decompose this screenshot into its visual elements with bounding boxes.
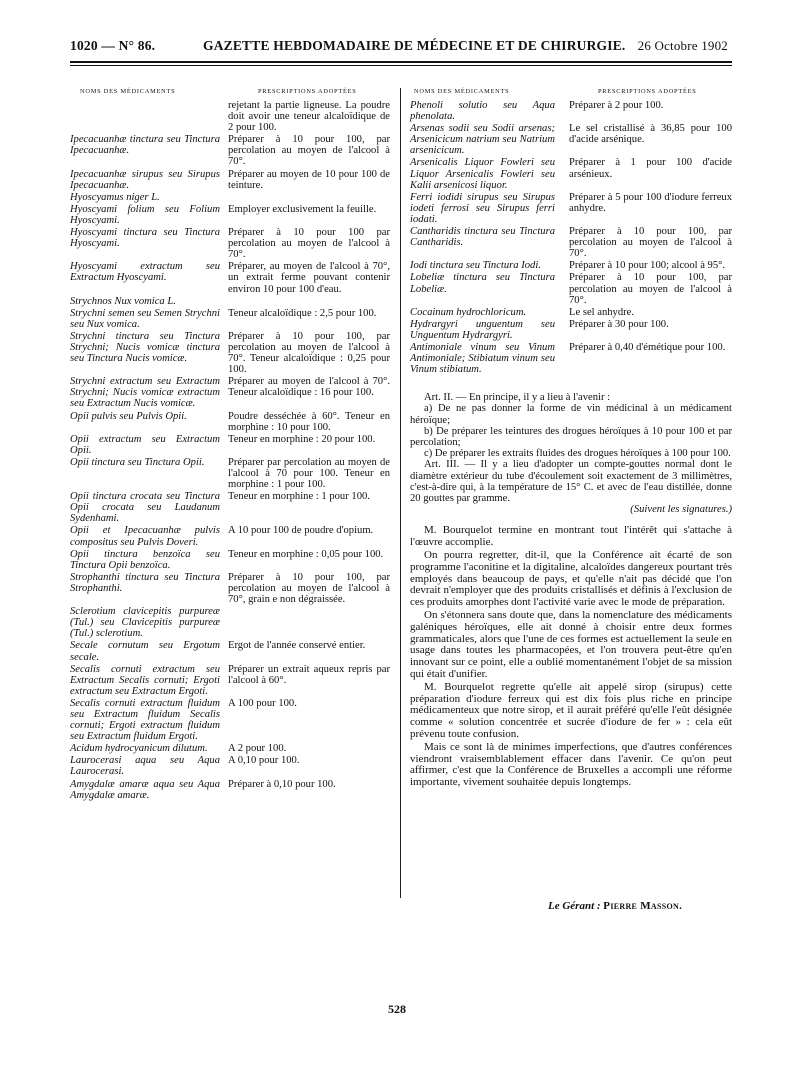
gerant-label: Le Gérant : [548,900,601,912]
prescription: Préparer à 10 pour 100, par percolation au moyen de l'alcool à 70°, grain e non dégraissée. [228,571,390,606]
prescription: Préparer par percolation au moyen de l'alcool à 70 pour 100. Teneur en morphine : 1 pour 100. [228,456,390,491]
prescription [228,606,390,639]
table-row [70,192,390,203]
prescription: rejetant la partie ligneuse. La poudre doit avoir une teneur alcaloïdique de 2 pour 100. [228,100,390,134]
prescription: Préparer à 30 pour 100. [569,318,669,330]
prescription: Teneur en morphine : 0,05 pour 100. [228,548,384,560]
table-row [70,261,390,294]
prescription: Teneur en morphine : 1 pour 100. [228,491,370,503]
prescription: Préparer à 0,40 d'émétique pour 100. [569,341,726,353]
prescription: Employer exclusivement la feuille. [228,203,377,215]
prescription: Préparer à 2 pour 100. [569,100,664,111]
medicament-name: Hydrargyri unguentum seu Unguentum Hydrargyri. [410,318,555,341]
medicament-name: Secalis cornuti extractum seu Extractum Secalis cornuti; Ergoti extractum seu Extractum Ergoti. [70,663,220,697]
table-row [410,307,732,318]
prescription [228,296,390,307]
left-column [70,86,390,802]
table-row [70,755,390,777]
prescription: Préparer à 10 pour 100; alcool à 95°. [569,260,726,272]
medicament-name: Opii pulvis seu Pulvis Opii. [70,410,187,422]
medicament-name: Strophanthi tinctura seu Tinctura Strophanthi. [70,571,220,594]
prescription: Teneur en morphine : 20 pour 100. [228,433,376,445]
prescription: Le sel cristallisé à 36,85 pour 100 d'acide arsénique. [569,123,732,146]
col-header-prescriptions: PRESCRIPTIONS ADOPTÉES [258,88,357,95]
table-row [70,457,390,490]
table-row [410,192,732,225]
medicament-name: Arsenicalis Liquor Fowleri seu Liquor Arsenicalis Fowleri seu Kalii arsenicosi liquor. [410,157,555,191]
medicament-name: Opii tinctura seu Tinctura Opii. [70,456,205,468]
prescription: Préparer à 5 pour 100 d'iodure ferreux anhydre. [569,191,732,214]
medicament-name: Antimoniale vinum seu Vinum Antimoniale; Stibiatum vinum seu Vinum stibiatum. [410,341,555,376]
prescription: A 2 pour 100. [228,743,287,755]
medicament-name: Sclerotium clavicepitis purpureæ (Tul.) seu Clavicepitis purpureæ (Tul.) sclerotium. [70,606,220,640]
medicament-name: Arsenas sodii seu Sodii arsenas; Arsenicicum natrium seu Natrium arsenicicum. [410,123,555,157]
table-row [410,123,732,156]
paragraph: On pourra regretter, dit-il, que la Conférence ait écarté de son programme l'aconitine et la digitaline, alcaloïdes dangereux pourtant très employés dans beaucoup de pays, et qu'elle n'ait pas décidé que l'on devrait n'employer que des produits cristallisés et définis à l'exclusion de ces produits amorphes dont l'activité varie avec le mode de préparation. [410,549,732,609]
prescription: Ergot de l'année conservé entier. [228,640,366,652]
prescription: Préparer à 10 pour 100, par percolation au moyen de l'alcool à 70°. [569,226,732,260]
medicament-name: Cocainum hydrochloricum. [410,306,527,318]
table-row [410,272,732,305]
prescription: Préparer à 0,10 pour 100. [228,778,336,790]
header-rule-thin [70,65,732,66]
medicament-name: Ferri iodidi sirupus seu Sirupus iodeti ferrosi seu Sirupus ferri iodati. [410,191,555,225]
table-row [70,779,390,801]
table-row [70,434,390,456]
table-row [70,169,390,191]
medicament-name: Strychni tinctura seu Tinctura Strychni; Nucis vomicæ tinctura seu Tinctura Nucis vomicæ. [70,330,220,365]
medicament-name: Ipecacuanhæ sirupus seu Sirupus Ipecacuanhæ. [70,168,220,191]
table-row [70,134,390,167]
medicament-name: Hyoscyamus niger L. [70,191,160,203]
medicament-name: Lobeliæ tinctura seu Tinctura Lobeliæ. [410,272,555,295]
medicament-name: Opii extractum seu Extractum Opii. [70,433,220,456]
medicament-name: Secale cornutum seu Ergotum secale. [70,640,220,663]
medicament-name: Opii tinctura crocata seu Tinctura Opii crocata seu Laudanum Sydenhami. [70,491,220,525]
medicament-name: Iodi tinctura seu Tinctura Iodi. [410,260,541,272]
prescription [228,192,390,203]
medicament-name [70,100,220,133]
prescription: Préparer à 1 pour 100 d'acide arsénieux. [569,157,732,180]
right-table-rows [410,100,732,375]
table-row [70,227,390,260]
gerant-name: Pierre Masson. [603,900,683,912]
paragraph: M. Bourquelot regrette qu'elle ait appelé sirop (sirupus) cette préparation d'iodure ferreux qui est dix fois plus riche en principe médicamenteux que notre sirop, et il aurait préféré qu'elle l'eût désignée comme « solution concentrée et sucrée d'iodure de fer » : cela eût prévenu toute confusion. [410,680,732,741]
article-2-b: b) De préparer les teintures des drogues héroïques à 10 pour 100 et par percolation; [410,425,732,449]
page-header [70,38,730,58]
table-row [70,549,390,571]
medicament-name: Cantharidis tinctura seu Tinctura Cantharidis. [410,226,555,249]
table-row [70,664,390,697]
table-row [70,698,390,742]
column-divider [400,88,401,898]
table-row [70,331,390,375]
articles [410,392,732,515]
prescription: A 0,10 pour 100. [228,755,300,767]
table-row [410,157,732,190]
article-2-c: c) De préparer les extraits fluides des drogues héroïques à 100 pour 100. [424,448,731,460]
table-row [70,308,390,330]
table-row [70,491,390,524]
prescription: Préparer, au moyen de l'alcool à 70°, un extrait ferme pouvant contenir environ 10 pour 100 d'eau. [228,261,390,295]
table-row [70,606,390,639]
prescription: Préparer à 10 pour 100, par percolation au moyen de l'alcool à 70°. Teneur alcaloïdique : 0,25 pour 100. [228,330,390,376]
paragraph: On s'étonnera sans doute que, dans la nomenclature des médicaments galéniques héroïques, elle ait donné à choisir entre deux formes grammaticales, alors que l'une de ces formes est actuellement la seule en usage dans toutes les pharmacopées, et l'on trouvera peut-être qu'en innovant sur ce point, elle a oublié momentanément l'objet de sa mission qui était d'unifier. [410,609,732,681]
article-3: Art. III. — Il y a lieu d'adopter un compte-gouttes normal dont le diamètre extérieur du tube d'écoulement soit exactement de 3 millimètres, c'est-à-dire qui, à la température de 15° C. et avec de l'eau distillée, donne 20 gouttes par gramme. [410,459,732,505]
signatures-note: (Suivent les signatures.) [630,504,732,516]
table-row [70,376,390,409]
medicament-name: Acidum hydrocyanicum dilutum. [70,743,208,755]
table-row [70,411,390,433]
medicament-name: Hyoscyami folium seu Folium Hyoscyami. [70,203,220,226]
medicament-name: Strychni extractum seu Extractum Strychni; Nucis vomicæ extractum seu Extractum Nucis vomicæ. [70,376,220,410]
col-header-names: NOMS DES MÉDICAMENTS [414,88,510,95]
table-row [70,572,390,605]
table-row [70,640,390,662]
prescription: Poudre desséchée à 60°. Teneur en morphine : 10 pour 100. [228,410,390,433]
prescription: Le sel anhydre. [569,306,635,318]
table-row [410,342,732,375]
prescription: Préparer à 10 pour 100 par percolation au moyen de l'alcool à 70°. [228,227,390,261]
medicament-name: Hyoscyami extractum seu Extractum Hyoscyami. [70,261,220,284]
table-row [410,226,732,259]
col-header-prescriptions: PRESCRIPTIONS ADOPTÉES [598,88,697,95]
paragraph: M. Bourquelot termine en montrant tout l'intérêt qui s'attache à l'œuvre accomplie. [410,524,732,549]
table-row [410,319,732,341]
table-row [70,525,390,547]
table-row [70,100,390,133]
left-table-rows [70,100,390,801]
medicament-name: Strychni semen seu Semen Strychni seu Nux vomica. [70,307,220,330]
medicament-name: Strychnos Nux vomica L. [70,295,176,307]
gerant-signature [548,900,682,912]
table-row [70,204,390,226]
medicament-name: Opii tinctura benzoïca seu Tinctura Opii benzoïca. [70,548,220,571]
medicament-name: Phenoli solutio seu Aqua phenolata. [410,100,555,123]
folio-number: 528 [388,1002,406,1016]
page-number: 1020 — N° 86. [70,38,156,53]
medicament-name: Ipecacuanhæ tinctura seu Tinctura Ipecacuanhæ. [70,134,220,157]
journal-title: GAZETTE HEBDOMADAIRE DE MÉDECINE ET DE CHIRURGIE. [203,38,626,53]
prescription: Préparer au moyen de l'alcool à 70°. Teneur alcaloïdique : 16 pour 100. [228,376,390,399]
article-2-a: a) De ne pas donner la forme de vin médicinal à un médicament héroïque; [410,403,732,426]
table-row [410,260,732,271]
medicament-name: Amygdalæ amaræ aqua seu Aqua Amygdalæ amaræ. [70,778,220,801]
prescription: Préparer un extrait aqueux repris par l'alcool à 60°. [228,663,390,686]
medicament-name: Laurocerasi aqua seu Aqua Laurocerasi. [70,755,220,778]
prescription: Préparer à 10 pour 100, par percolation au moyen de l'alcool à 70°. [569,272,732,306]
body-text [410,525,732,789]
prescription: A 100 pour 100. [228,697,297,709]
article-2-intro: Art. II. — En principe, il y a lieu à l'avenir : [424,392,611,404]
table-row [70,296,390,307]
medicament-name: Hyoscyami tinctura seu Tinctura Hyoscyami. [70,227,220,250]
col-header-names: NOMS DES MÉDICAMENTS [80,88,176,95]
table-row [410,100,732,122]
header-rule [70,61,732,63]
prescription: Teneur alcaloïdique : 2,5 pour 100. [228,307,377,319]
table-headers [410,86,732,100]
table-row [70,743,390,754]
prescription: Préparer à 10 pour 100, par percolation au moyen de l'alcool à 70°. [228,134,390,168]
prescription: A 10 pour 100 de poudre d'opium. [228,525,374,537]
medicament-name: Opii et Ipecacuanhæ pulvis compositus seu Pulvis Doveri. [70,525,220,548]
medicament-name: Secalis cornuti extractum fluidum seu Extractum fluidum Secalis cornuti; Ergoti extractum fluidum seu Extractum fluidum Ergoti. [70,697,220,743]
right-column [410,86,732,790]
paragraph: Mais ce sont là de minimes imperfections, que d'autres conférences viendront vraisemblablement effacer dans l'avenir. Ce qu'on peut affirmer, c'est que la Conférence de Bruxelles a accompli une réforme importante, vivement souhaitée depuis longtemps. [410,740,732,789]
table-headers [70,86,390,100]
prescription: Préparer au moyen de 10 pour 100 de teinture. [228,168,390,191]
issue-date: 26 Octobre 1902 [637,38,728,53]
